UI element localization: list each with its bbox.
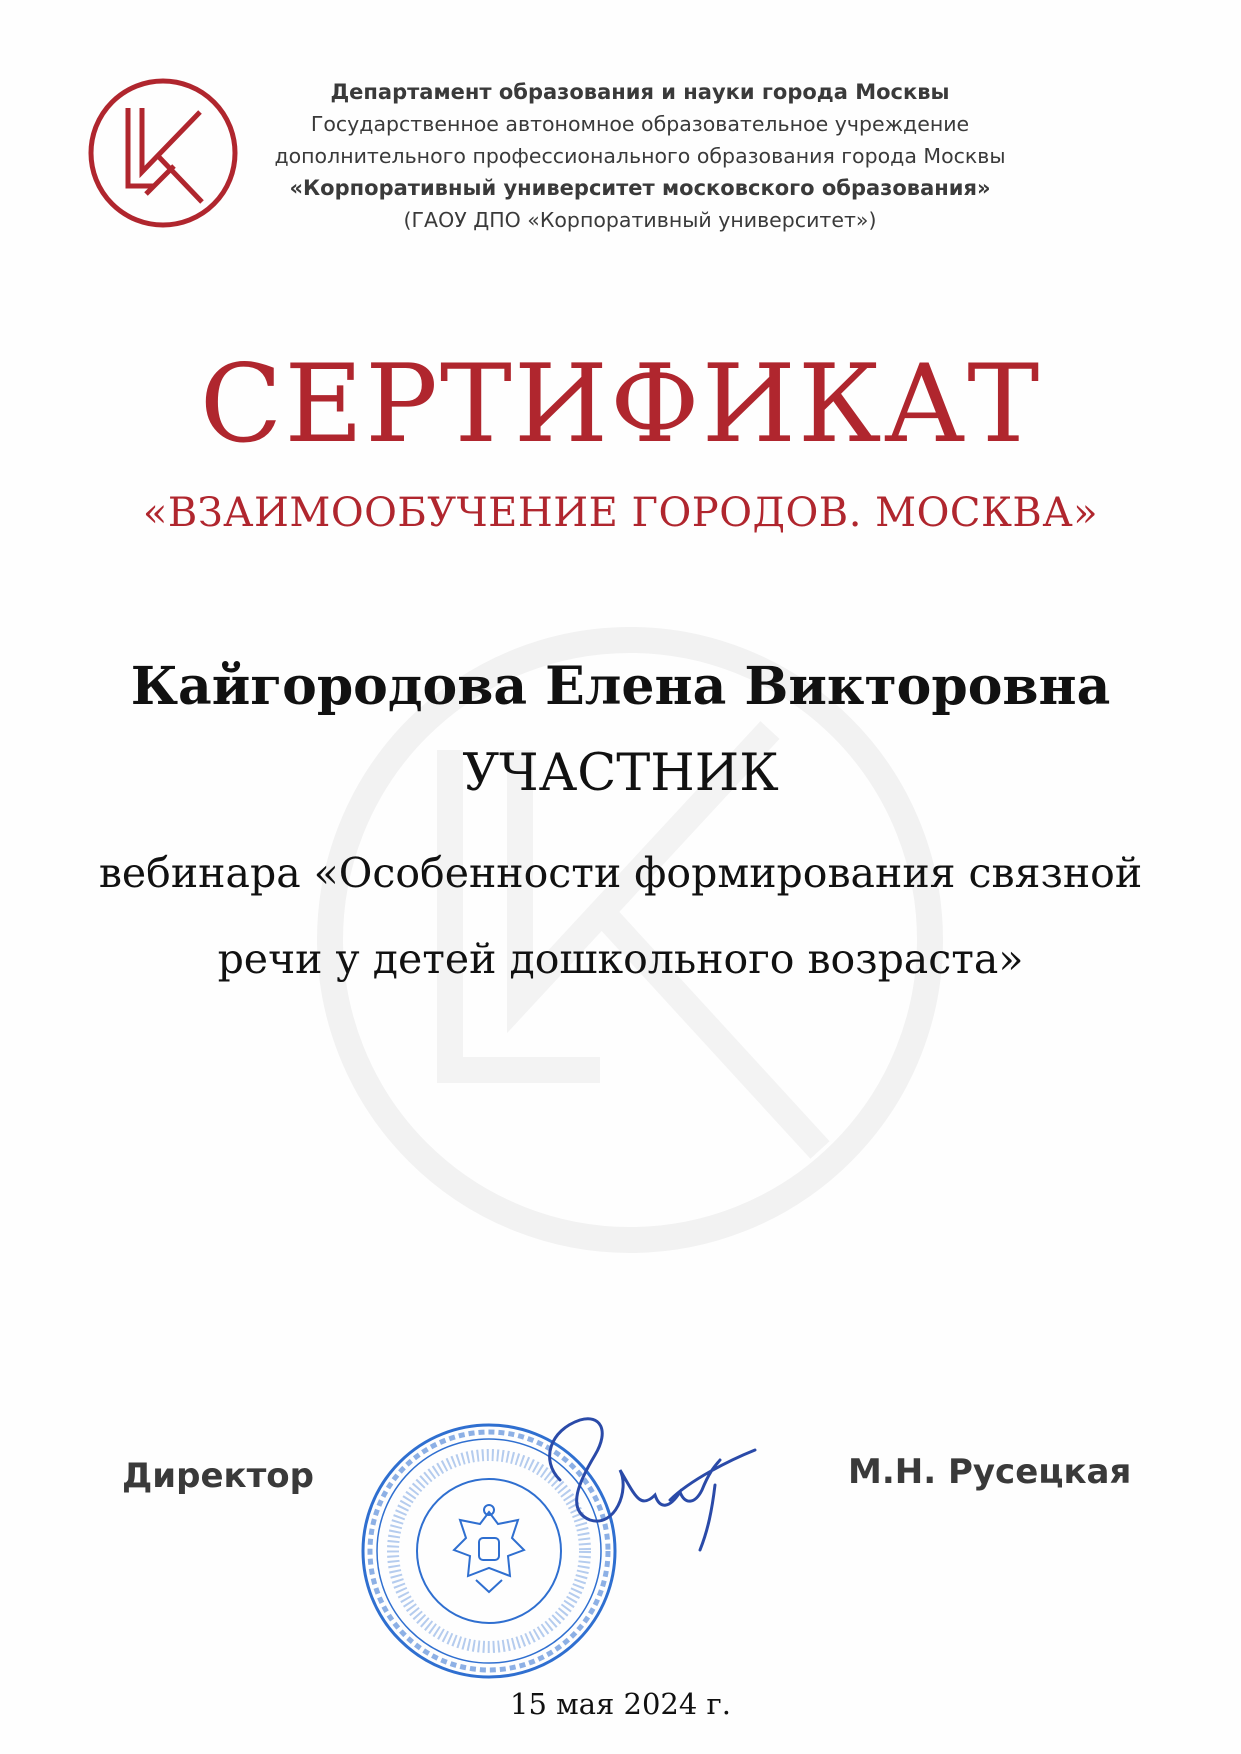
recipient-name: Кайгородова Елена Викторовна	[130, 656, 1111, 717]
signatory-position: Директор	[122, 1456, 314, 1496]
issue-date: 15 мая 2024 г.	[510, 1687, 731, 1721]
event-description-line2: речи у детей дошкольного возраста»	[217, 935, 1024, 983]
ku-logo-icon	[84, 74, 242, 232]
header-institution-abbr: (ГАОУ ДПО «Корпоративный университет»)	[403, 208, 877, 232]
certificate-subtitle: «ВЗАИМООБУЧЕНИЕ ГОРОДОВ. МОСКВА»	[142, 490, 1099, 536]
event-description	[30, 830, 1211, 1002]
signature-icon	[520, 1400, 760, 1570]
recipient-role: УЧАСТНИК	[462, 744, 779, 803]
header-department: Департамент образования и науки города Москвы	[330, 80, 950, 104]
issuer-header	[230, 76, 1050, 236]
header-institution-scope: дополнительного профессионального образования города Москвы	[274, 144, 1006, 168]
event-description-line1: вебинара «Особенности формирования связной	[98, 849, 1143, 897]
header-institution-type: Государственное автономное образовательное учреждение	[310, 112, 970, 136]
certificate-title: СЕРТИФИКАТ	[199, 342, 1042, 467]
signatory-name: М.Н. Русецкая	[848, 1452, 1132, 1492]
header-institution-name: «Корпоративный университет московского образования»	[289, 176, 991, 200]
